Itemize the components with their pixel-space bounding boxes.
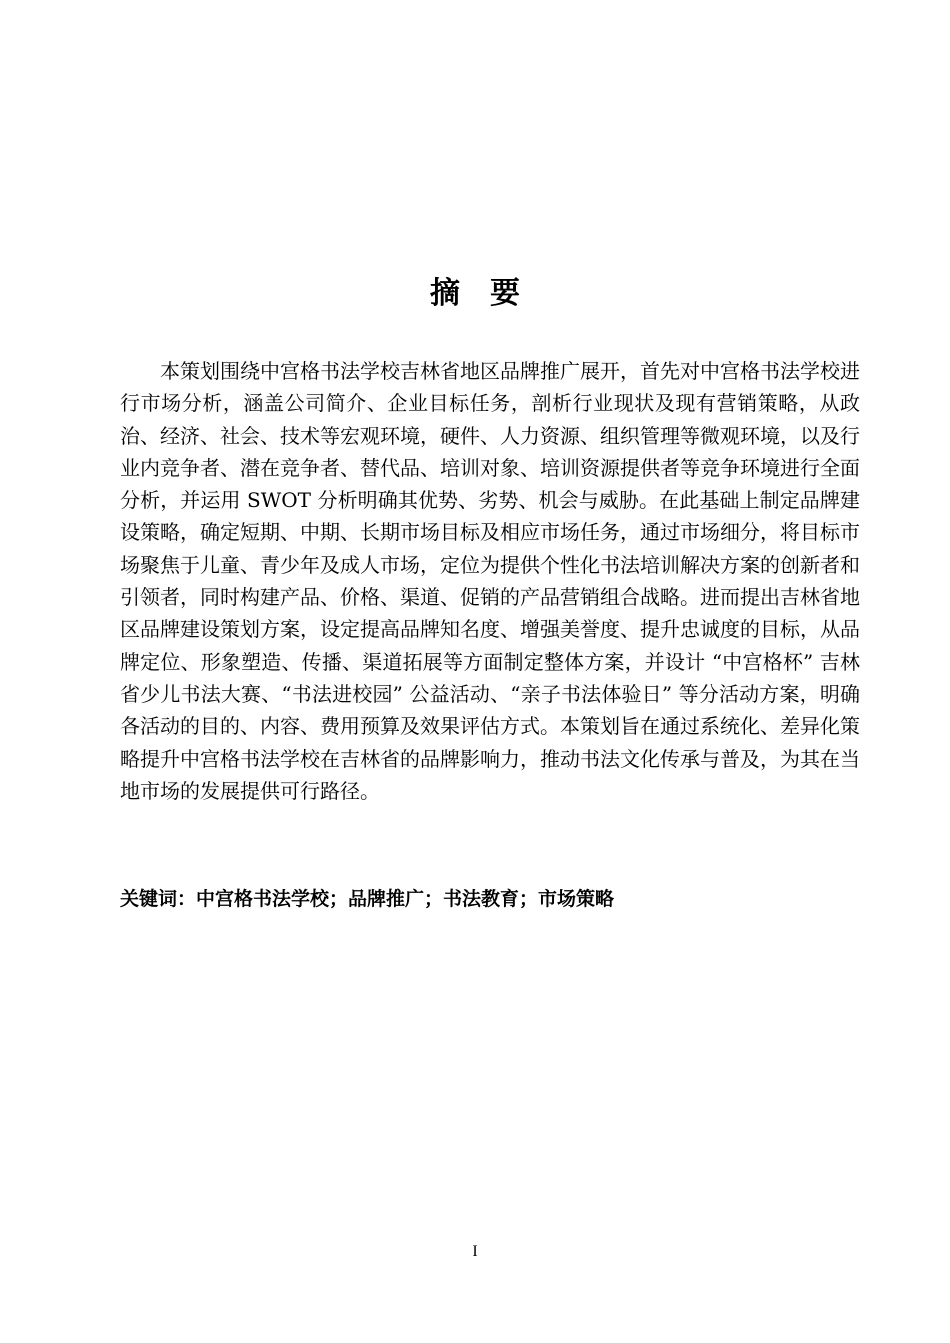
abstract-title: 摘要: [430, 276, 550, 311]
keywords-line: 关键词：中宫格书法学校；品牌推广；书法教育；市场策略: [120, 888, 615, 910]
page-number: I: [472, 1243, 478, 1260]
abstract-body: 本策划围绕中宫格书法学校吉林省地区品牌推广展开，首先对中宫格书法学校进行市场分析，涵盖公司简介、企业目标任务，剖析行业现状及现有营销策略，从政治、经济、社会、技术等宏观环境，硬件、人力资源、组织管理等微观环境，以及行业内竞争者、潜在竞争者、替代品、培训对象、培训资源提供者等竞争环境进行全面分析，并运用 SWOT 分析明确其优势、劣势、机会与威胁。在此基础上制定品牌建设策略，确定短期、中期、长期市场目标及相应市场任务，通过市场细分，将目标市场聚焦于儿童、青少年及成人市场，定位为提供个性化书法培训解决方案的创新者和引领者，同时构建产品、价格、渠道、促销的产品营销组合战略。进而提出吉林省地区品牌建设策划方案，设定提高品牌知名度、增强美誉度、提升忠诚度的目标，从品牌定位、形象塑造、传播、渠道拓展等方面制定整体方案，并设计 “中宫格杯” 吉林省少儿书法大赛、“书法进校园” 公益活动、“亲子书法体验日” 等分活动方案，明确各活动的目的、内容、费用预算及效果评估方式。本策划旨在通过系统化、差异化策略提升中宫格书法学校在吉林省的品牌影响力，推动书法文化传承与普及，为其在当地市场的发展提供可行路径。: [120, 359, 860, 803]
